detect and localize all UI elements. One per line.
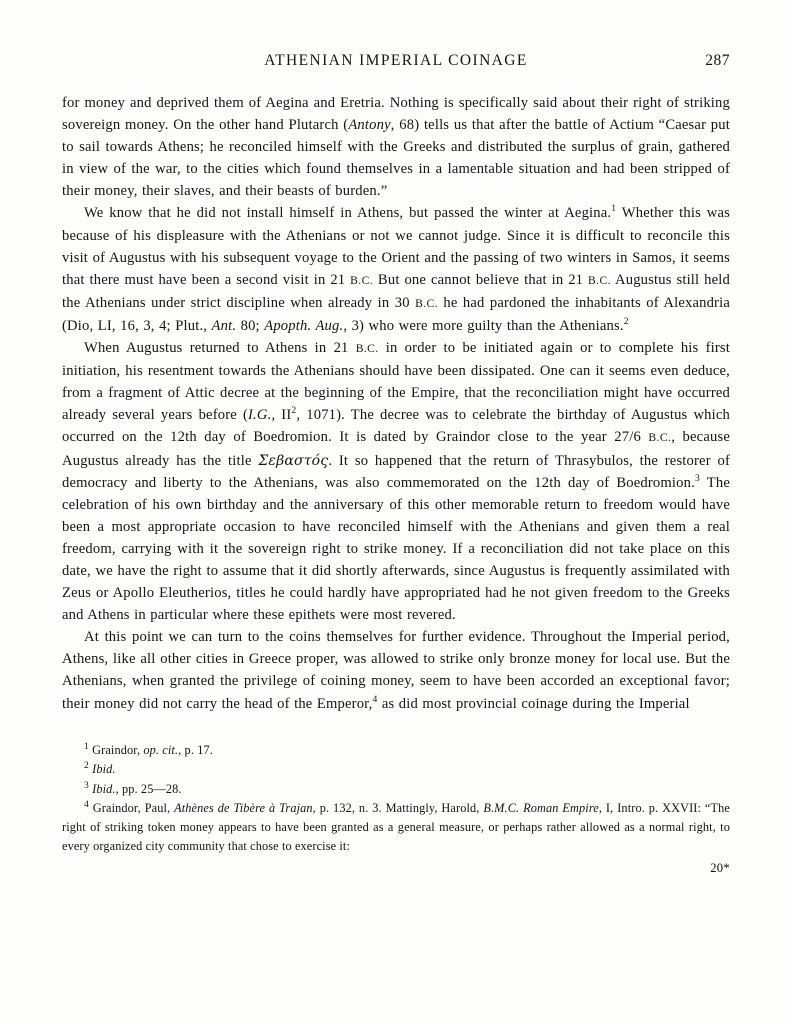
- footnote-4: $^4$ Graindor, Paul, Athènes de Tibère à Trajan, p. 132, n. 3. Mattingly, Harold, B.M.C. Roman Empire, I, Intro. p. XXVII: “The right of striking token money appears to have been granted as a general measure, or perhaps rather allowed as a normal right, to every organized city community that chose to exercise it:: [62, 799, 730, 853]
- running-head: [62, 52, 730, 82]
- page-content: [62, 52, 730, 876]
- footnote-1: $^1$ Graindor, op. cit., p. 17.: [84, 740, 213, 757]
- footnotes: [62, 741, 730, 877]
- footnote-2: $^2$ Ibid.: [84, 760, 116, 777]
- footnote-3: $^3$ Ibid., pp. 25—28.: [84, 779, 182, 796]
- paragraph-4: At this point we can turn to the coins themselves for further evidence. Throughout the Imperial period, Athens, like all other cities in Greece proper, was allowed to strike only bronze money for local use. But the Athenians, when granted the privilege of coining money, seem to have been accorded an exceptional favor; their money did not carry the head of the Emperor,$^4$ as did most provincial coinage during the Imperial: [62, 629, 730, 712]
- page-title: ATHENIAN IMPERIAL COINAGE: [264, 52, 528, 69]
- paragraph-1: for money and deprived them of Aegina and Eretria. Nothing is specifically said about their right of striking sovereign money. On the other hand Plutarch (Antony, 68) tells us that after the battle of Actium “Caesar put to sail towards Athens; he reconciled himself with the Greeks and distributed the surplus of grain, gathered in view of the war, to the cities which found themselves in a lamentable situation and had been stripped of their money, their slaves, and their beasts of burden.”: [62, 95, 730, 200]
- paragraph-3: When Augustus returned to Athens in 21 B.C. in order to be initiated again or to complete his first initiation, his resentment towards the Athenians should have been dissipated. One can it seems even deduce, from a fragment of Attic decree at the beginning of the Empire, that the reconciliation might have occurred already several years before (I.G., $II^2$, 1071). The decree was to celebrate the birthday of Augustus which occurred on the 12th day of Boedromion. It is dated by Graindor close to the year 27/6 B.C., because Augustus already has the title Σεβαστóς. It so happened that the return of Thrasybulos, the restorer of democracy and liberty to the Athenians, was also commemorated on the 12th day of Boedromion.$^3$ The celebration of his own birthday and the anniversary of this other memorable return to freedom would have been a most appropriate occasion to have reconciled himself with the Athenians and given them a real freedom, carrying with it the sovereign right to strike money. If a reconciliation did not take place on this date, we have the right to assume that it did shortly afterwards, since Augustus is frequently assimilated with Zeus or Apollo Eleutherios, titles he could hardly have appropriated had he not given freedom to the Greeks and Athens in particular where these epithets were most revered.: [62, 340, 731, 624]
- paragraph-2: We know that he did not install himself in Athens, but passed the winter at Aegina.$^1$ Whether this was because of his displeasure with the Athenians or not we cannot judge. Since it is difficult to reconcile this visit of Augustus with his subsequent voyage to the Orient and the passing of two winters in Samos, it seems that there must have been a second visit in 21 B.C. But one cannot believe that in 21 B.C. Augustus still held the Athenians under strict discipline when already in 30 B.C. he had pardoned the inhabitants of Alexandria (Dio, LI, 16, 3, 4; Plut., Ant. 80; Apopth. Aug., 3) who were more guilty than the Athenians.$^2$: [62, 203, 731, 334]
- page-number: 287: [705, 52, 730, 69]
- signature-mark: 20*: [710, 861, 730, 876]
- body-text: [62, 92, 730, 715]
